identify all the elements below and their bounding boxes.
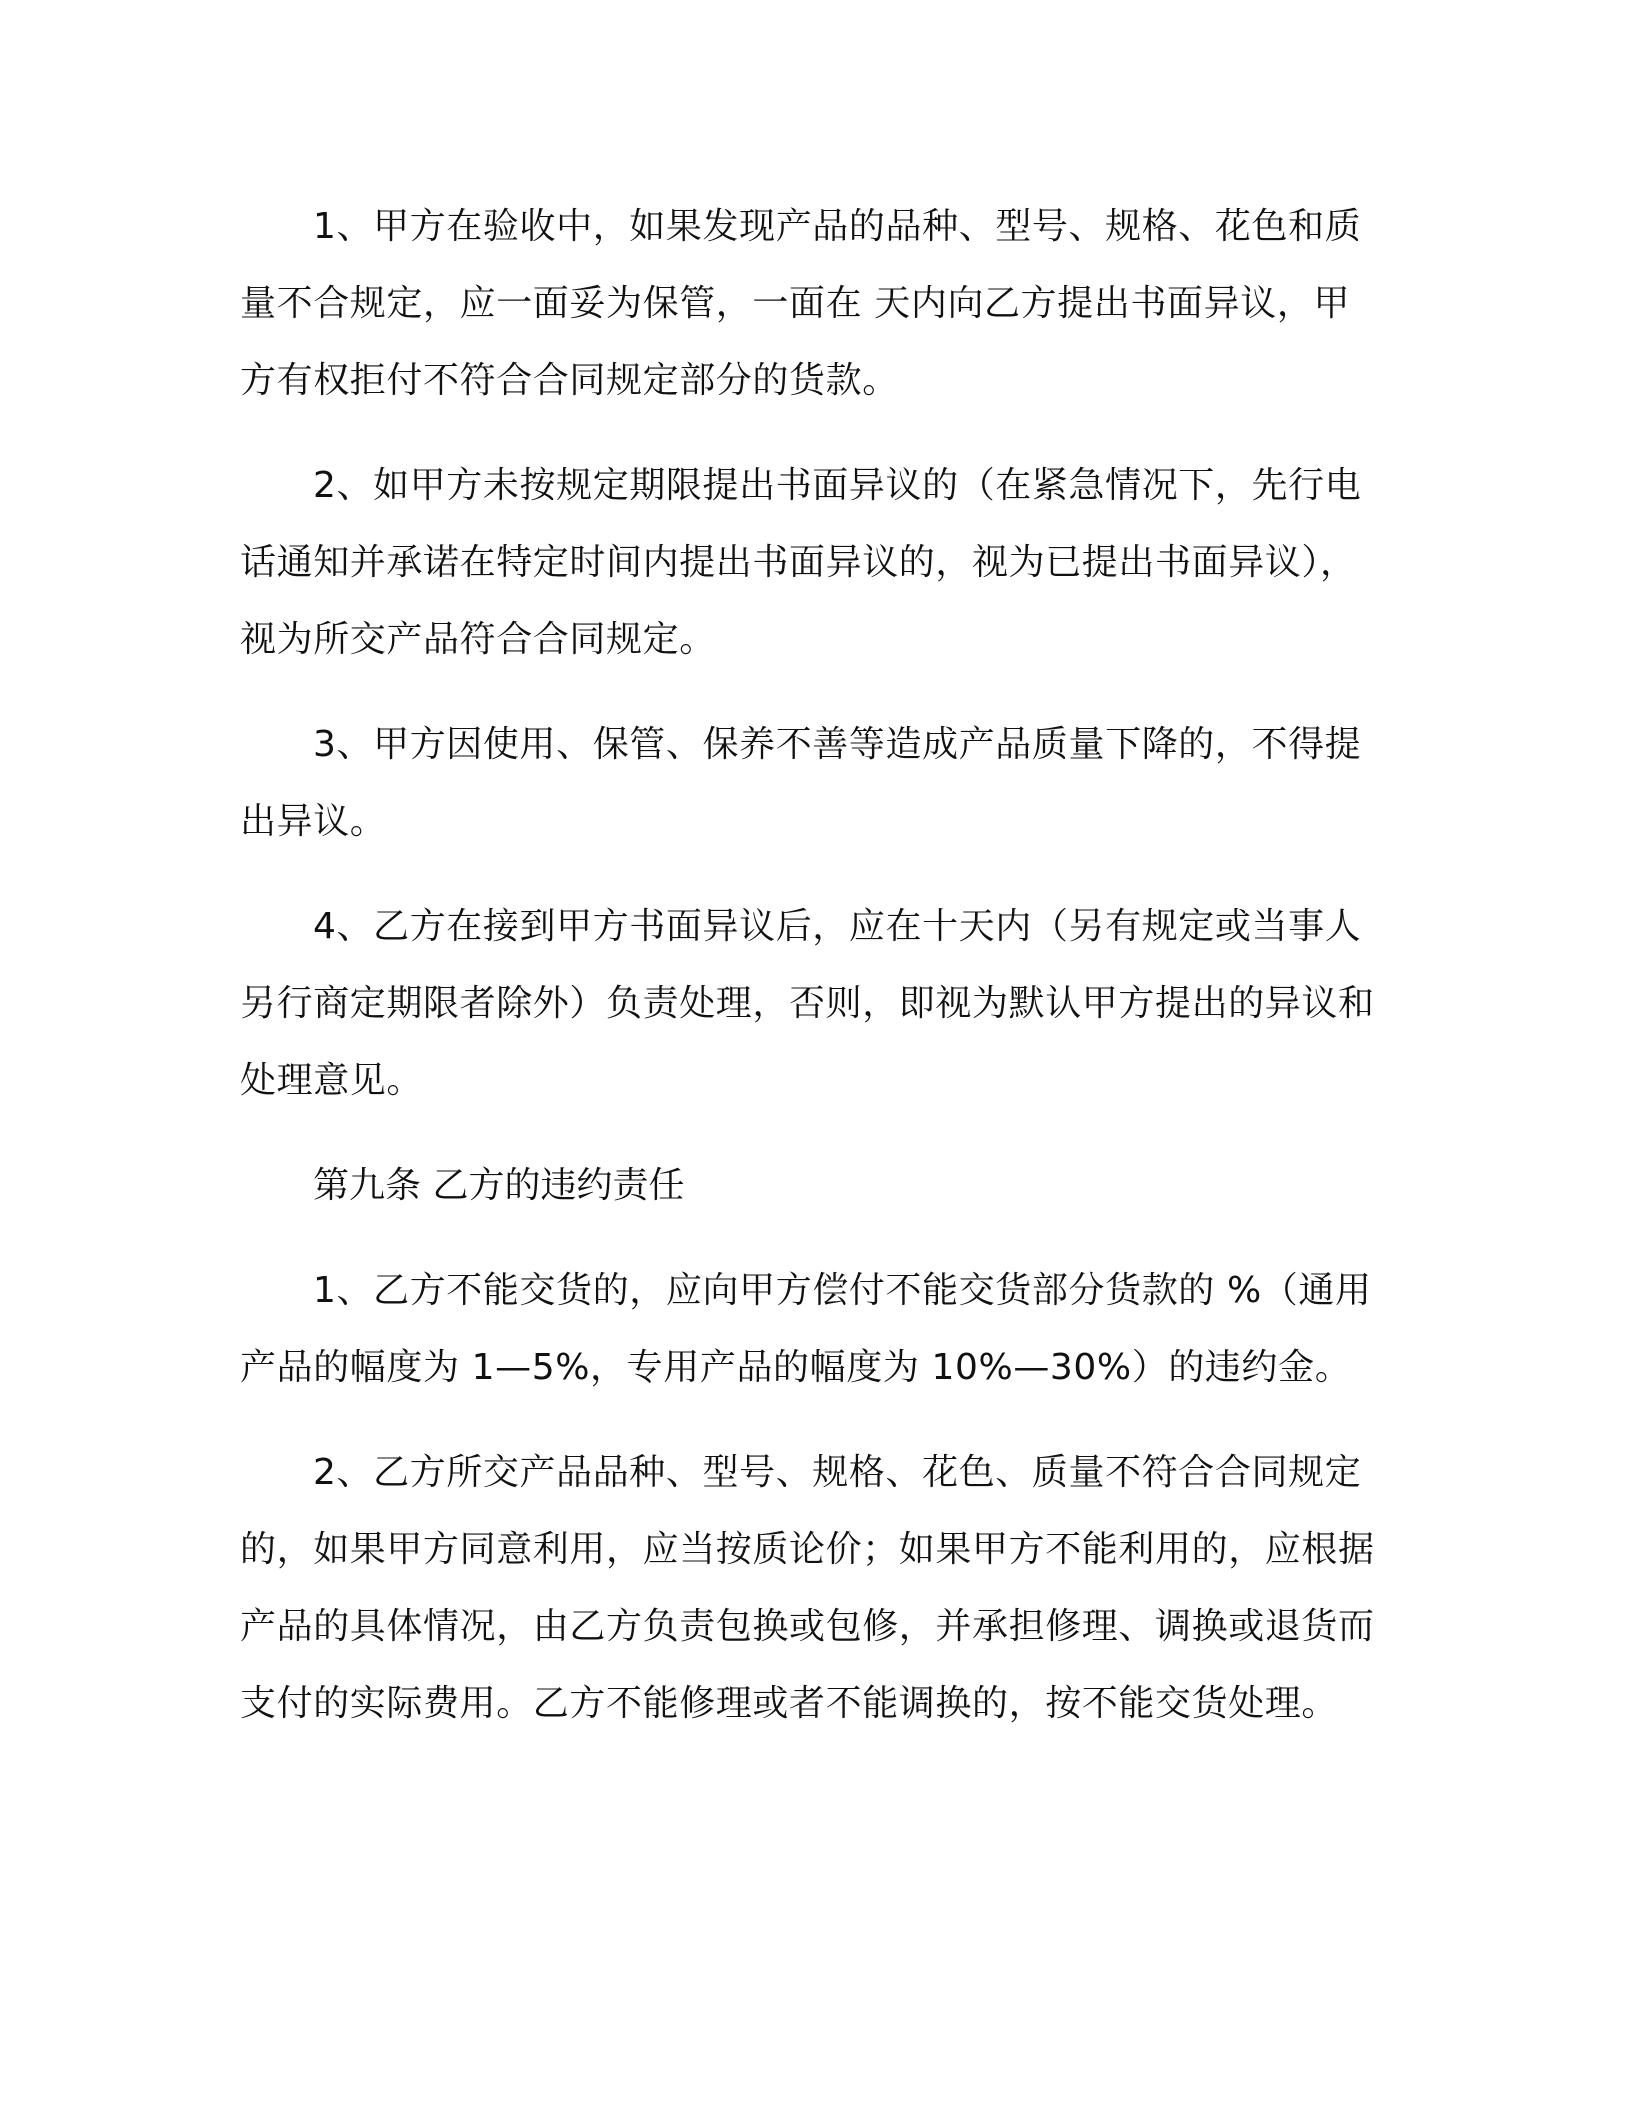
document-body (240, 188, 1382, 1742)
paragraph-gap (240, 1406, 1382, 1434)
paragraph-gap (240, 1119, 1382, 1147)
paragraph-non-delivery-penalty: 1、乙方不能交货的，应向甲方偿付不能交货部分货款的 %（通用产品的幅度为 1—5%，专用产品的幅度为 10%—30%）的违约金。 (240, 1270, 1372, 1388)
paragraph-seller-response: 4、乙方在接到甲方书面异议后，应在十天内（另有规定或当事人另行商定期限者除外）负责处理，否则，即视为默认甲方提出的异议和处理意见。 (240, 906, 1375, 1101)
paragraph-late-objection: 2、如甲方未按规定期限提出书面异议的（在紧急情况下，先行电话通知并承诺在特定时间内提出书面异议的，视为已提出书面异议），视为所交产品符合合同规定。 (240, 465, 1362, 660)
paragraph-nonconforming-goods: 2、乙方所交产品品种、型号、规格、花色、质量不符合合同规定的，如果甲方同意利用，应当按质论价；如果甲方不能利用的，应根据产品的具体情况，由乙方负责包换或包修，并承担修理、调换或退货而支付的实际费用。乙方不能修理或者不能调换的，按不能交货处理。 (240, 1452, 1375, 1724)
paragraph-gap (240, 419, 1382, 447)
paragraph-inspection-objection: 1、甲方在验收中，如果发现产品的品种、型号、规格、花色和质量不合规定，应一面妥为保管，一面在 天内向乙方提出书面异议，甲方有权拒付不符合合同规定部分的货款。 (240, 206, 1362, 401)
paragraph-gap (240, 860, 1382, 888)
paragraph-gap (240, 1224, 1382, 1252)
section-heading-article-9: 第九条 乙方的违约责任 (313, 1165, 685, 1206)
paragraph-gap (240, 678, 1382, 706)
paragraph-improper-use: 3、甲方因使用、保管、保养不善等造成产品质量下降的，不得提出异议。 (240, 724, 1362, 842)
